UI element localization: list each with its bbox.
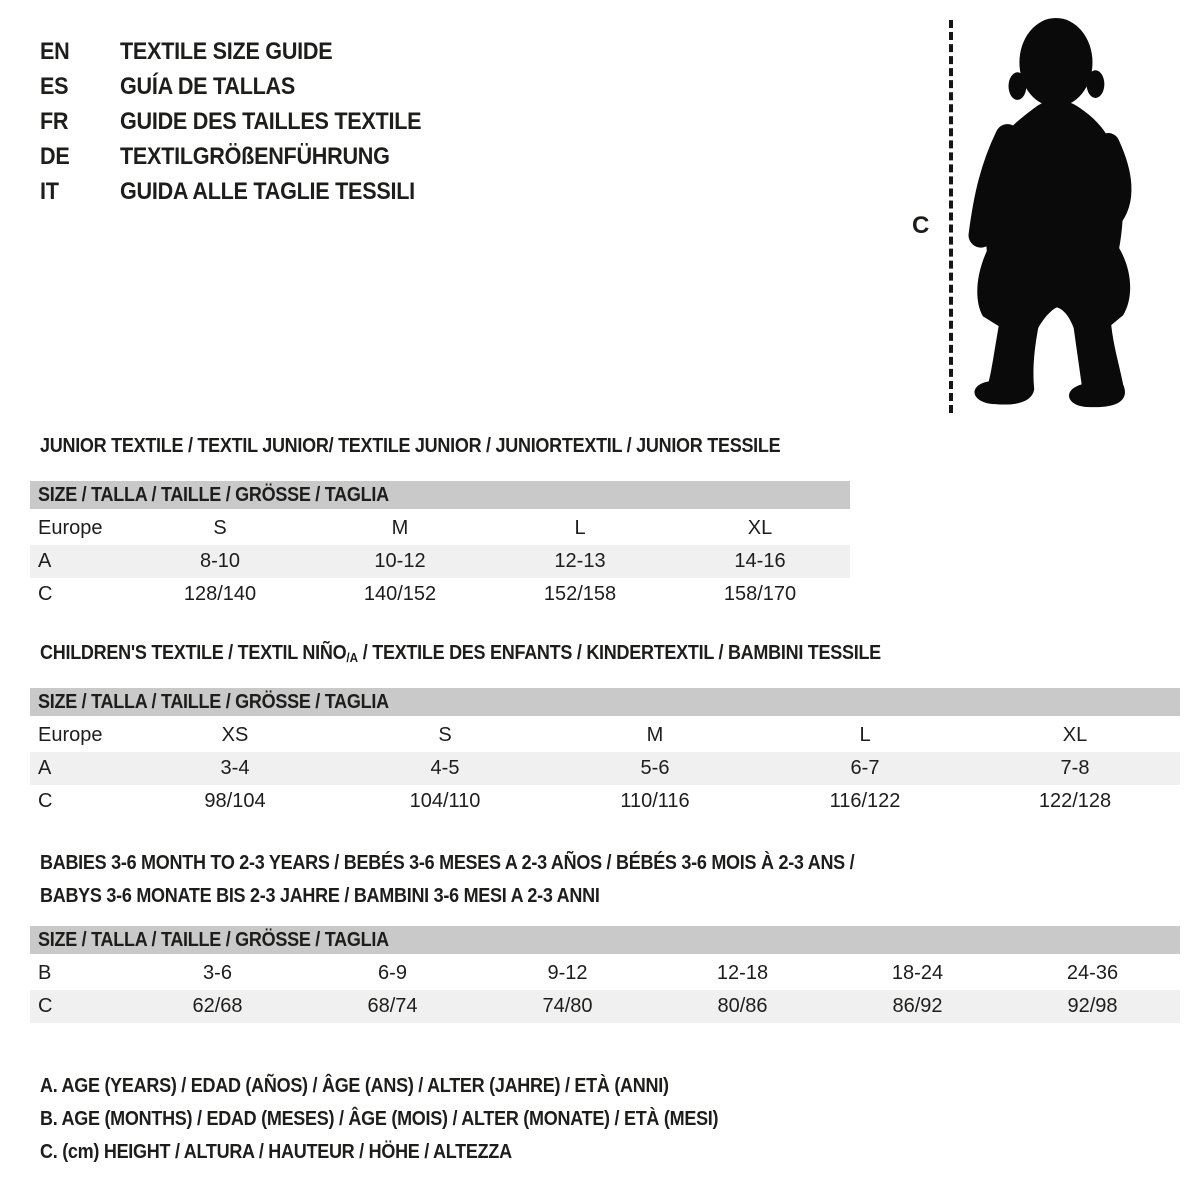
size-cell: 80/86	[717, 995, 768, 1017]
size-cell: S	[213, 517, 227, 539]
babies-size-table	[30, 926, 1180, 1023]
table-row	[30, 578, 850, 611]
language-code: ES	[40, 72, 69, 100]
size-cell: 9-12	[547, 962, 588, 984]
size-cell: 14-16	[734, 550, 786, 572]
section-title-babies-line2	[40, 884, 662, 908]
size-cell: M	[646, 724, 664, 746]
section-title-text: BABIES 3-6 MONTH TO 2-3 YEARS / BEBÉS 3-6 MESES A 2-3 AÑOS / BÉBÉS 3-6 MOIS À 2-3 ANS /	[40, 852, 855, 874]
row-label: C	[38, 995, 53, 1017]
size-cell: 110/116	[620, 790, 690, 812]
size-cell: 6-9	[378, 962, 407, 984]
size-cell: M	[391, 517, 409, 539]
language-code: FR	[40, 107, 69, 135]
size-header-bar	[30, 481, 850, 509]
measure-legend	[40, 1070, 794, 1169]
size-cell: XL	[747, 517, 773, 539]
table-rows	[30, 957, 1180, 1023]
height-measure-label: C	[912, 212, 930, 239]
size-cell: 98/104	[204, 790, 266, 812]
size-header-bar	[30, 688, 1180, 716]
legend-line-a	[40, 1070, 794, 1103]
language-code: IT	[40, 177, 59, 205]
junior-size-table	[30, 481, 850, 611]
size-cell: L	[859, 724, 871, 746]
size-cell: 24-36	[1066, 962, 1119, 984]
language-guide-title: GUIDA ALLE TAGLIE TESSILI	[120, 177, 415, 205]
size-cell: 5-6	[640, 757, 670, 779]
row-label: A	[38, 757, 52, 779]
size-cell: 6-7	[850, 757, 880, 779]
row-label: Europe	[38, 517, 103, 539]
size-header-text: SIZE / TALLA / TAILLE / GRÖSSE / TAGLIA	[38, 690, 389, 713]
table-row	[30, 719, 1180, 752]
section-title-part: /A	[346, 650, 359, 665]
table-rows	[30, 512, 850, 611]
language-row	[40, 69, 455, 104]
size-cell: L	[574, 517, 586, 539]
row-label: A	[38, 550, 52, 572]
legend-text: A. AGE (YEARS) / EDAD (AÑOS) / ÂGE (ANS) / ALTER (JAHRE) / ETÀ (ANNI)	[40, 1075, 669, 1097]
row-label: Europe	[38, 724, 103, 746]
section-title-babies-line1	[40, 851, 945, 875]
section-title-junior	[40, 434, 863, 458]
legend-text: C. (cm) HEIGHT / ALTURA / HAUTEUR / HÖHE / ALTEZZA	[40, 1141, 512, 1163]
table-row	[30, 990, 1180, 1023]
legend-line-b	[40, 1103, 794, 1136]
section-title-part: CHILDREN'S TEXTILE / TEXTIL NIÑO	[40, 642, 347, 664]
size-cell: 68/74	[367, 995, 418, 1017]
row-label: C	[38, 790, 53, 812]
size-cell: 140/152	[363, 583, 437, 605]
size-cell: 92/98	[1067, 995, 1118, 1017]
size-cell: 10-12	[374, 550, 426, 572]
size-cell: 128/140	[183, 583, 257, 605]
size-cell: XL	[1062, 724, 1088, 746]
height-measure-dashed-line	[949, 20, 953, 413]
toddler-silhouette	[962, 14, 1142, 414]
size-cell: 152/158	[543, 583, 617, 605]
language-row	[40, 174, 455, 209]
table-row	[30, 957, 1180, 990]
language-row	[40, 139, 455, 174]
section-title-children	[40, 641, 974, 667]
size-cell: 74/80	[542, 995, 593, 1017]
size-header-text: SIZE / TALLA / TAILLE / GRÖSSE / TAGLIA	[38, 483, 389, 506]
language-row	[40, 34, 455, 69]
size-cell: 4-5	[430, 757, 460, 779]
size-cell: 158/170	[723, 583, 797, 605]
children-size-table	[30, 688, 1180, 818]
language-guide-title: GUIDE DES TAILLES TEXTILE	[120, 107, 422, 135]
size-header-bar	[30, 926, 1180, 954]
legend-text: B. AGE (MONTHS) / EDAD (MESES) / ÂGE (MOIS) / ALTER (MONATE) / ETÀ (MESI)	[40, 1108, 719, 1130]
legend-line-c	[40, 1136, 794, 1169]
size-cell: 3-4	[220, 757, 250, 779]
size-cell: 62/68	[192, 995, 243, 1017]
table-row	[30, 545, 850, 578]
table-row	[30, 752, 1180, 785]
size-cell: 3-6	[203, 962, 232, 984]
row-label: C	[38, 583, 53, 605]
size-cell: 116/122	[829, 790, 901, 812]
language-guide-title: TEXTILE SIZE GUIDE	[120, 37, 333, 65]
size-cell: 12-13	[554, 550, 606, 572]
section-title-text: BABYS 3-6 MONATE BIS 2-3 JAHRE / BAMBINI 3-6 MESI A 2-3 ANNI	[40, 885, 600, 907]
section-title-text	[40, 641, 881, 667]
size-cell: S	[438, 724, 452, 746]
size-cell: 86/92	[892, 995, 943, 1017]
size-cell: 122/128	[1038, 790, 1112, 812]
table-row	[30, 785, 1180, 818]
size-header-text: SIZE / TALLA / TAILLE / GRÖSSE / TAGLIA	[38, 928, 389, 951]
size-cell: 104/110	[409, 790, 481, 812]
section-title-text: JUNIOR TEXTILE / TEXTIL JUNIOR/ TEXTILE JUNIOR / JUNIORTEXTIL / JUNIOR TESSILE	[40, 435, 781, 457]
size-cell: 7-8	[1060, 757, 1090, 779]
row-label: B	[38, 962, 52, 984]
size-cell: 12-18	[716, 962, 769, 984]
table-rows	[30, 719, 1180, 818]
size-cell: 18-24	[891, 962, 944, 984]
language-guide-list	[40, 34, 455, 209]
section-title-part: / TEXTILE DES ENFANTS / KINDERTEXTIL / BAMBINI TESSILE	[358, 642, 881, 664]
language-row	[40, 104, 455, 139]
language-guide-title: TEXTILGRÖßENFÜHRUNG	[120, 142, 390, 170]
table-row	[30, 512, 850, 545]
size-cell: XS	[221, 724, 249, 746]
size-cell: 8-10	[199, 550, 241, 572]
language-code: EN	[40, 37, 70, 65]
language-guide-title: GUÍA DE TALLAS	[120, 72, 296, 100]
language-code: DE	[40, 142, 70, 170]
